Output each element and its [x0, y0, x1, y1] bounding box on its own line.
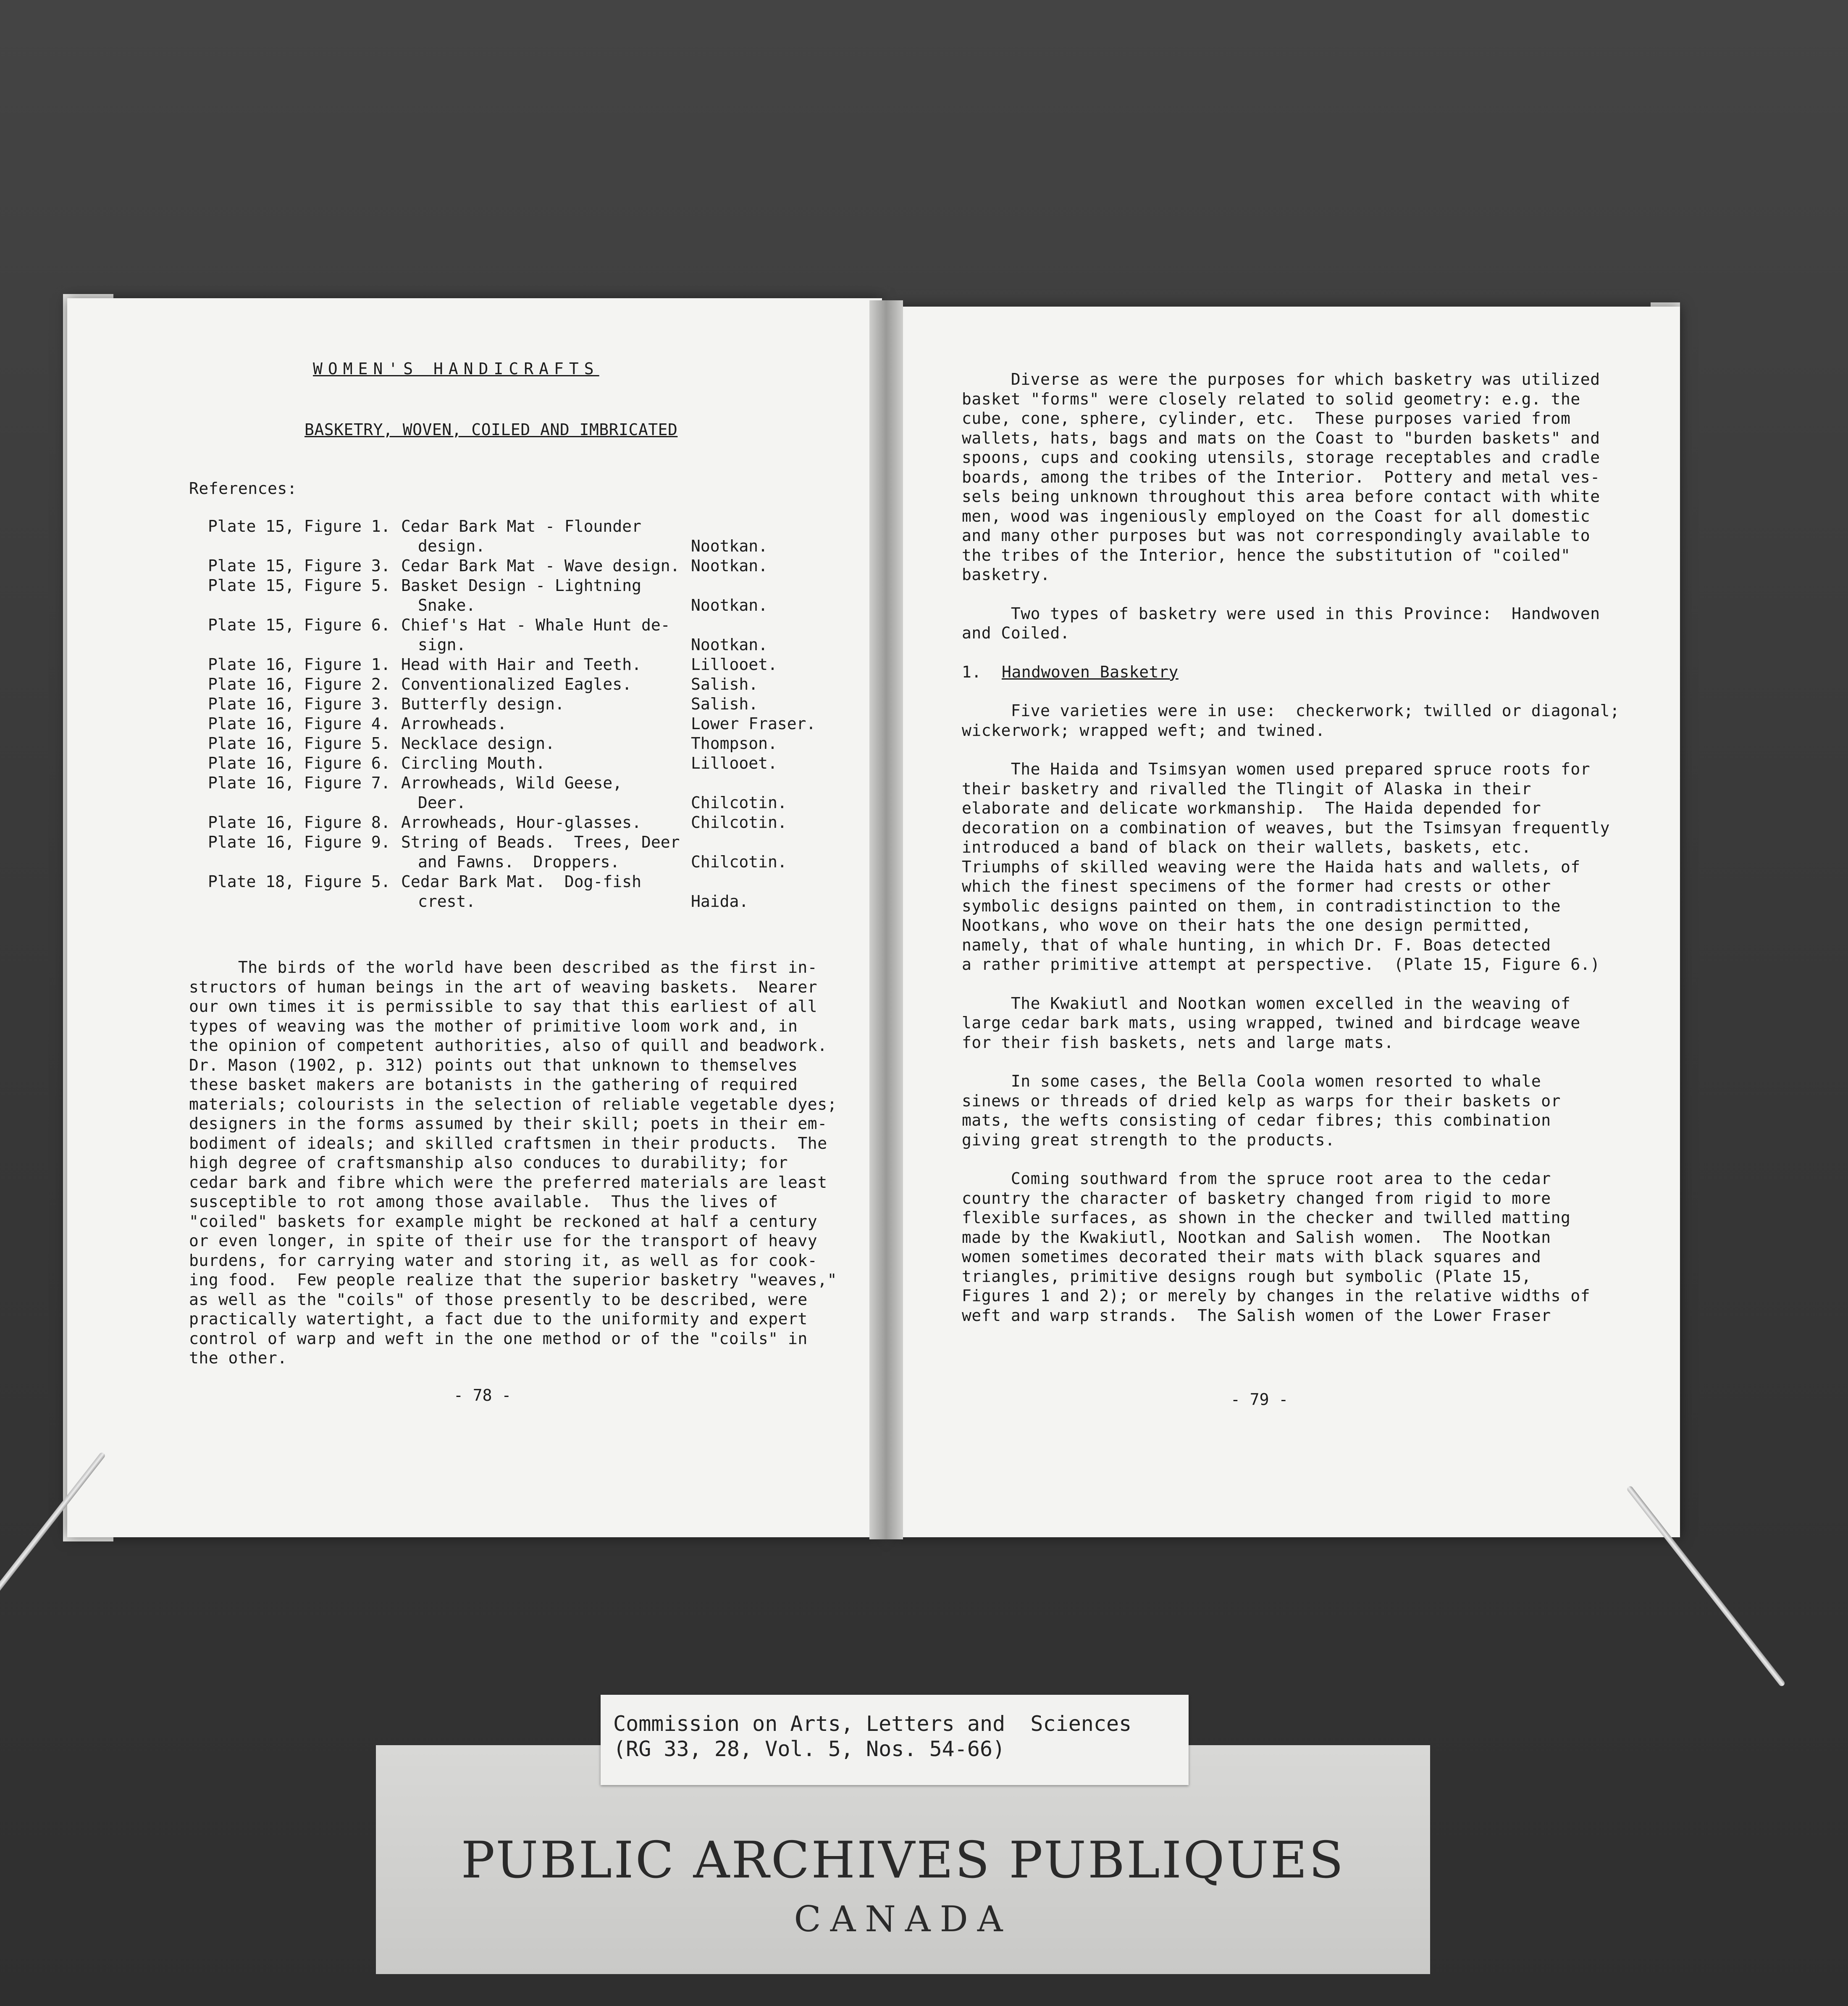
body-line: these basket makers are botanists in the gathering of required	[189, 1075, 798, 1094]
book-gutter	[869, 300, 903, 1539]
reference-description: Butterfly design.	[401, 695, 564, 713]
section-heading: Handwoven Basketry	[1002, 662, 1179, 681]
reference-plate: Plate 18, Figure 5.	[208, 872, 391, 891]
reference-description: Arrowheads.	[401, 714, 507, 733]
body-line: flexible surfaces, as shown in the checker and twilled matting	[962, 1208, 1571, 1227]
left-page	[67, 298, 882, 1537]
body-line: control of warp and weft in the one method or of the "coils" in	[189, 1329, 808, 1348]
body-line: country the character of basketry changed from rigid to more	[962, 1189, 1551, 1208]
reference-plate: Plate 16, Figure 3.	[208, 695, 391, 713]
reference-description: and Fawns. Droppers.	[418, 853, 620, 871]
reference-tribe: Nootkan.	[691, 635, 768, 654]
body-line: symbolic designs painted on them, in contradistinction to the	[962, 896, 1561, 915]
heading-number: 1.	[962, 662, 982, 681]
body-line: In some cases, the Bella Coola women resorted to whale	[962, 1072, 1541, 1090]
body-line: materials; colourists in the selection of reliable vegetable dyes;	[189, 1095, 837, 1113]
collection-line-1: Commission on Arts, Letters and Sciences	[613, 1712, 1132, 1736]
reference-tribe: Lillooet.	[691, 655, 777, 674]
reference-tribe: Nootkan.	[691, 596, 768, 614]
reference-description: Chief's Hat - Whale Hunt de-	[401, 616, 670, 634]
body-line: men, wood was ingeniously employed on the Coast for all domestic	[962, 507, 1591, 525]
body-line: Triumphs of skilled weaving were the Haida hats and wallets, of	[962, 857, 1580, 876]
body-line: and Coiled.	[962, 624, 1070, 642]
body-line: sels being unknown throughout this area before contact with white	[962, 487, 1600, 506]
body-line: The Kwakiutl and Nootkan women excelled in the weaving of	[962, 994, 1571, 1013]
body-line: their basketry and rivalled the Tlingit of Alaska in their	[962, 779, 1531, 798]
reference-plate: Plate 16, Figure 2.	[208, 675, 391, 693]
body-line: the opinion of competent authorities, also of quill and beadwork.	[189, 1036, 827, 1055]
reference-description: Cedar Bark Mat - Wave design.	[401, 557, 680, 575]
body-line: for their fish baskets, nets and large mats.	[962, 1033, 1394, 1052]
reference-plate: Plate 16, Figure 5.	[208, 734, 391, 753]
reference-tribe: Lillooet.	[691, 754, 777, 772]
reference-description: Cedar Bark Mat. Dog-fish	[401, 872, 641, 891]
body-line: burdens, for carrying water and storing it, as well as for cook-	[189, 1251, 818, 1270]
archives-country: CANADA	[794, 1898, 1012, 1940]
reference-plate: Plate 15, Figure 3.	[208, 557, 391, 575]
body-line: high degree of craftsmanship also conduces to durability; for	[189, 1153, 788, 1172]
reference-plate: Plate 16, Figure 4.	[208, 714, 391, 733]
body-line: decoration on a combination of weaves, but the Tsimsyan frequently	[962, 818, 1610, 837]
body-line: structors of human beings in the art of weaving baskets. Nearer	[189, 977, 818, 996]
reference-plate: Plate 15, Figure 1.	[208, 517, 391, 536]
body-line: or even longer, in spite of their use for the transport of heavy	[189, 1231, 818, 1250]
body-line: bodiment of ideals; and skilled craftsmen in their products. The	[189, 1134, 827, 1153]
page-number: - 78 -	[454, 1386, 512, 1405]
body-line: giving great strength to the products.	[962, 1130, 1335, 1149]
body-line: as well as the "coils" of those presently to be described, were	[189, 1290, 808, 1309]
archives-title: PUBLIC ARCHIVES PUBLIQUES	[461, 1831, 1345, 1890]
body-line: spoons, cups and cooking utensils, storage receptables and cradle	[962, 448, 1600, 467]
reference-description: Head with Hair and Teeth.	[401, 655, 641, 674]
body-line: women sometimes decorated their mats with black squares and	[962, 1247, 1541, 1266]
reference-description: design.	[418, 537, 486, 555]
reference-plate: Plate 15, Figure 6.	[208, 616, 391, 634]
body-line: cedar bark and fibre which were the preferred materials are least	[189, 1173, 827, 1192]
body-line: our own times it is permissible to say that this earliest of all	[189, 997, 818, 1016]
body-line: designers in the forms assumed by their skill; poets in their em-	[189, 1114, 827, 1133]
body-line: The birds of the world have been described as the first in-	[189, 958, 818, 977]
reference-description: Circling Mouth.	[401, 754, 546, 772]
reference-description: String of Beads. Trees, Deer	[401, 833, 680, 851]
body-line: Diverse as were the purposes for which basketry was utilized	[962, 370, 1600, 389]
reference-plate: Plate 16, Figure 6.	[208, 754, 391, 772]
reference-tribe: Lower Fraser.	[691, 714, 816, 733]
body-line: the other.	[189, 1349, 287, 1367]
body-line: and many other purposes but was not correspondingly available to	[962, 526, 1591, 545]
section-subtitle: BASKETRY, WOVEN, COILED AND IMBRICATED	[304, 420, 678, 439]
reference-tribe: Chilcotin.	[691, 813, 787, 832]
body-line: large cedar bark mats, using wrapped, twined and birdcage weave	[962, 1014, 1580, 1032]
reference-description: Arrowheads, Hour-glasses.	[401, 813, 641, 832]
body-line: "coiled" baskets for example might be reckoned at half a century	[189, 1212, 818, 1231]
reference-description: Necklace design.	[401, 734, 555, 753]
reference-description: Arrowheads, Wild Geese,	[401, 774, 622, 792]
page-number: - 79 -	[1231, 1390, 1289, 1409]
body-line: Five varieties were in use: checkerwork; twilled or diagonal;	[962, 701, 1620, 720]
body-line: ing food. Few people realize that the superior basketry "weaves,"	[189, 1271, 837, 1289]
reference-plate: Plate 16, Figure 8.	[208, 813, 391, 832]
body-line: introduced a band of black on their wallets, baskets, etc.	[962, 838, 1531, 856]
body-line: Dr. Mason (1902, p. 312) points out that unknown to themselves	[189, 1056, 798, 1074]
body-line: made by the Kwakiutl, Nootkan and Salish women. The Nootkan	[962, 1228, 1551, 1247]
body-line: which the finest specimens of the former had crests or other	[962, 877, 1551, 895]
body-line: weft and warp strands. The Salish women of the Lower Fraser	[962, 1306, 1551, 1325]
body-line: a rather primitive attempt at perspective. (Plate 15, Figure 6.)	[962, 955, 1600, 974]
references-label: References:	[189, 479, 297, 498]
body-line: basketry.	[962, 565, 1050, 584]
body-line: sinews or threads of dried kelp as warps for their baskets or	[962, 1091, 1561, 1110]
body-line: mats, the wefts consisting of cedar fibres; this combination	[962, 1111, 1551, 1129]
body-line: susceptible to rot among those available. Thus the lives of	[189, 1192, 778, 1211]
reference-description: crest.	[418, 892, 476, 911]
reference-description: sign.	[418, 635, 466, 654]
body-line: practically watertight, a fact due to the uniformity and expert	[189, 1310, 808, 1328]
body-line: basket "forms" were closely related to solid geometry: e.g. the	[962, 389, 1580, 408]
reference-tribe: Nootkan.	[691, 557, 768, 575]
reference-plate: Plate 16, Figure 1.	[208, 655, 391, 674]
reference-tribe: Chilcotin.	[691, 793, 787, 812]
reference-tribe: Haida.	[691, 892, 749, 911]
reference-description: Deer.	[418, 793, 466, 812]
reference-tribe: Chilcotin.	[691, 853, 787, 871]
collection-slip	[601, 1695, 1189, 1785]
reference-tribe: Thompson.	[691, 734, 777, 753]
reference-plate: Plate 15, Figure 5.	[208, 576, 391, 595]
page-title: WOMEN'S HANDICRAFTS	[313, 360, 599, 378]
reference-tribe: Salish.	[691, 675, 759, 693]
body-line: The Haida and Tsimsyan women used prepared spruce roots for	[962, 760, 1591, 778]
reference-plate: Plate 16, Figure 9.	[208, 833, 391, 851]
body-line: namely, that of whale hunting, in which Dr. F. Boas detected	[962, 935, 1551, 954]
body-line: elaborate and delicate workmanship. The Haida depended for	[962, 799, 1541, 817]
body-line: triangles, primitive designs rough but symbolic (Plate 15,	[962, 1267, 1531, 1286]
reference-description: Cedar Bark Mat - Flounder	[401, 517, 641, 536]
body-line: types of weaving was the mother of primitive loom work and, in	[189, 1016, 798, 1035]
body-line: boards, among the tribes of the Interior. Pottery and metal ves-	[962, 467, 1600, 486]
collection-line-2: (RG 33, 28, Vol. 5, Nos. 54-66)	[613, 1737, 1005, 1761]
body-line: Figures 1 and 2); or merely by changes in the relative widths of	[962, 1287, 1591, 1305]
right-page	[890, 307, 1680, 1537]
reference-description: Basket Design - Lightning	[401, 576, 641, 595]
body-line: Two types of basketry were used in this Province: Handwoven	[962, 604, 1600, 623]
body-line: the tribes of the Interior, hence the substitution of "coiled"	[962, 546, 1571, 565]
reference-tribe: Salish.	[691, 695, 759, 713]
body-line: Nootkans, who wove on their hats the one design permitted,	[962, 916, 1531, 935]
reference-description: Snake.	[418, 596, 476, 614]
reference-tribe: Nootkan.	[691, 537, 768, 555]
reference-plate: Plate 16, Figure 7.	[208, 774, 391, 792]
body-line: Coming southward from the spruce root area to the cedar	[962, 1169, 1551, 1188]
reference-description: Conventionalized Eagles.	[401, 675, 632, 693]
body-line: wallets, hats, bags and mats on the Coast to "burden baskets" and	[962, 428, 1600, 447]
body-line: cube, cone, sphere, cylinder, etc. These purposes varied from	[962, 409, 1571, 428]
body-line: wickerwork; wrapped weft; and twined.	[962, 721, 1325, 740]
